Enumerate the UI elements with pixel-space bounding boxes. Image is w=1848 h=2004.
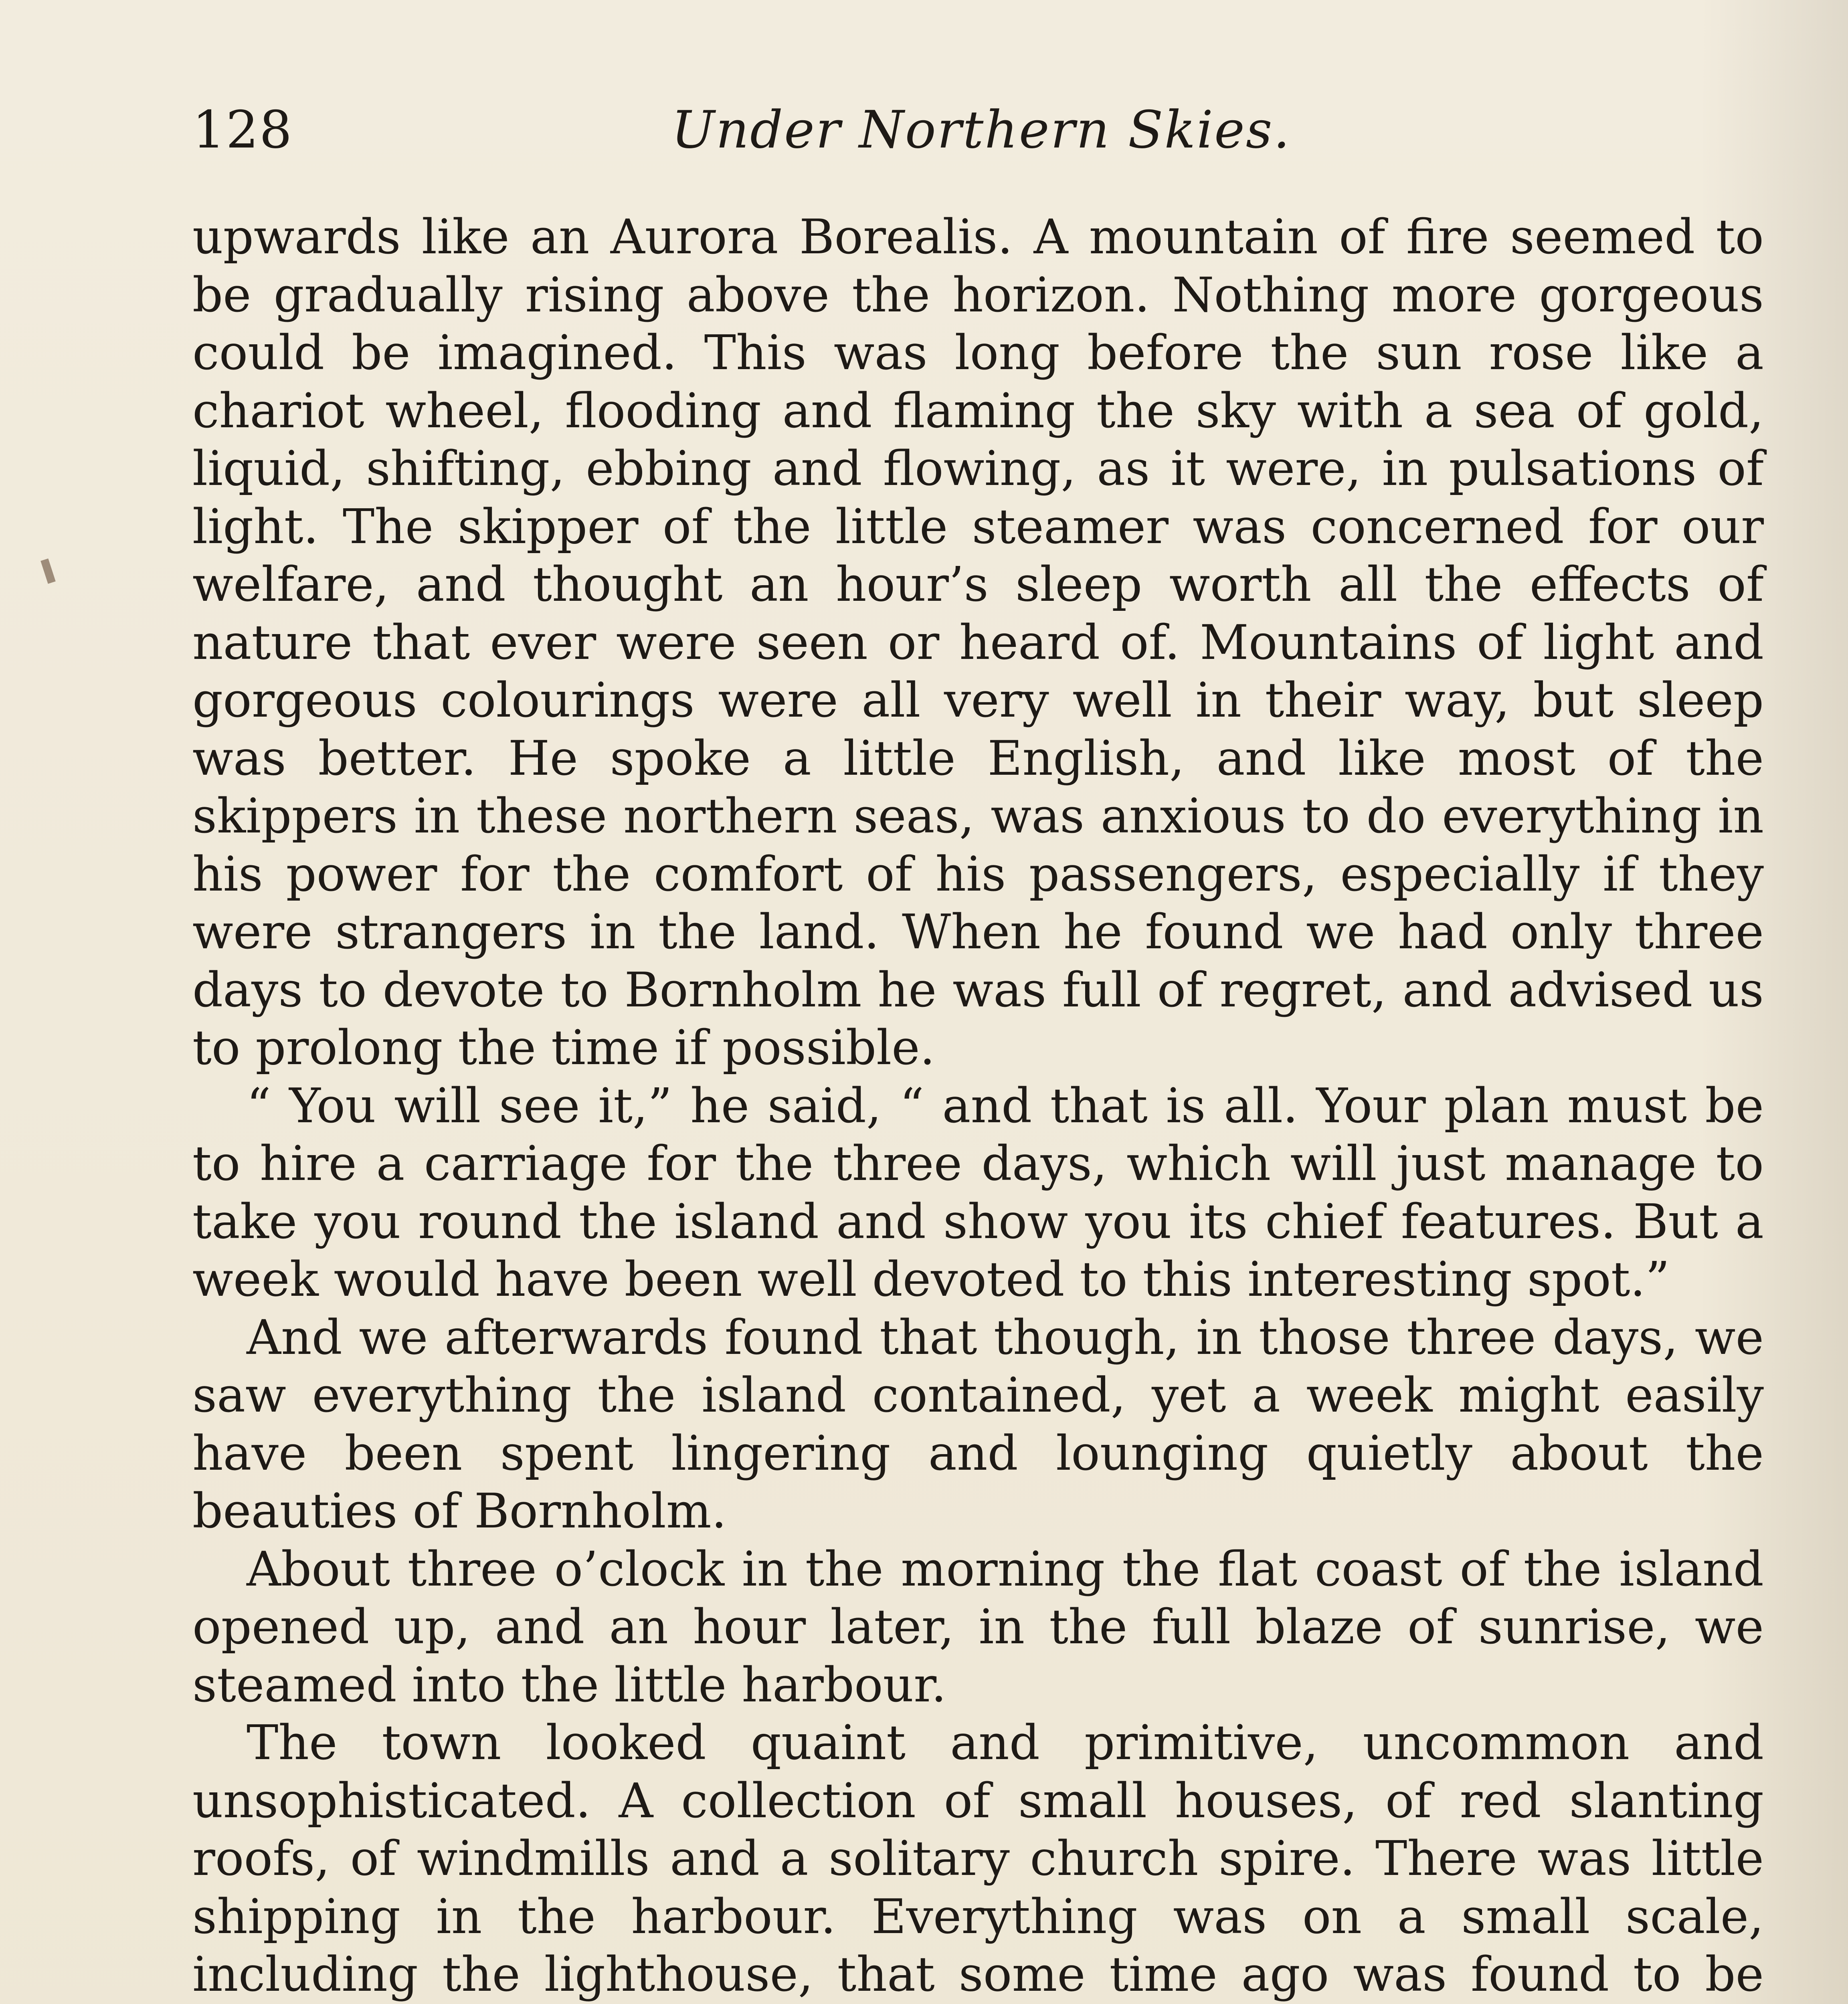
paragraph-town: The town looked quaint and primitive, uncommon and unsophisticated. A collection of small houses, of red slanting roofs, of windmills and a solitary church spire. There was little shipping in the harbour. Everything was on a small scale, including the lighthouse, that some time ago was found to be <box>192 1715 1764 2002</box>
paragraph-skipper-quote: “ You will see it,” he said, “ and that is all. Your plan must be to hire a carriage for the three days, which will just manage to take you round the island and show you its chief features. But a week would have been well devoted to this interesting spot.” <box>192 1078 1764 1307</box>
margin-mark <box>40 558 56 584</box>
body-text <box>192 208 1764 2004</box>
paragraph-afterwards: And we afterwards found that though, in those three days, we saw everything the island contained, yet a week might easily have been spent lingering and lounging quietly about the beauties of Bornholm. <box>192 1310 1764 1539</box>
page-header <box>192 100 1770 168</box>
paragraph-continuation: upwards like an Aurora Borealis. A mountain of fire seemed to be gradually rising above the horizon. Nothing more gorgeous could be imagined. This was long before the sun rose like a chariot wheel, flooding and flaming the sky with a sea of gold, liquid, shifting, ebbing and flowing, as it were, in pulsations of light. The skipper of the little steamer was concerned for our welfare, and thought an hour’s sleep worth all the effects of nature that ever were seen or heard of. Mountains of light and gorgeous colourings were all very well in their way, but sleep was better. He spoke a little English, and like most of the skippers in these northern seas, was anxious to do everything in his power for the comfort of his passengers, especially if they were strangers in the land. When he found we had only three days to devote to Bornholm he was full of regret, and advised us to prolong the time if possible. <box>192 210 1764 1076</box>
running-title: Under Northern Skies. <box>671 100 1291 160</box>
paragraph-arrival: About three o’clock in the morning the flat coast of the island opened up, and an hour later, in the full blaze of sunrise, we steamed into the little harbour. <box>192 1541 1764 1713</box>
page-number: 128 <box>192 100 293 160</box>
